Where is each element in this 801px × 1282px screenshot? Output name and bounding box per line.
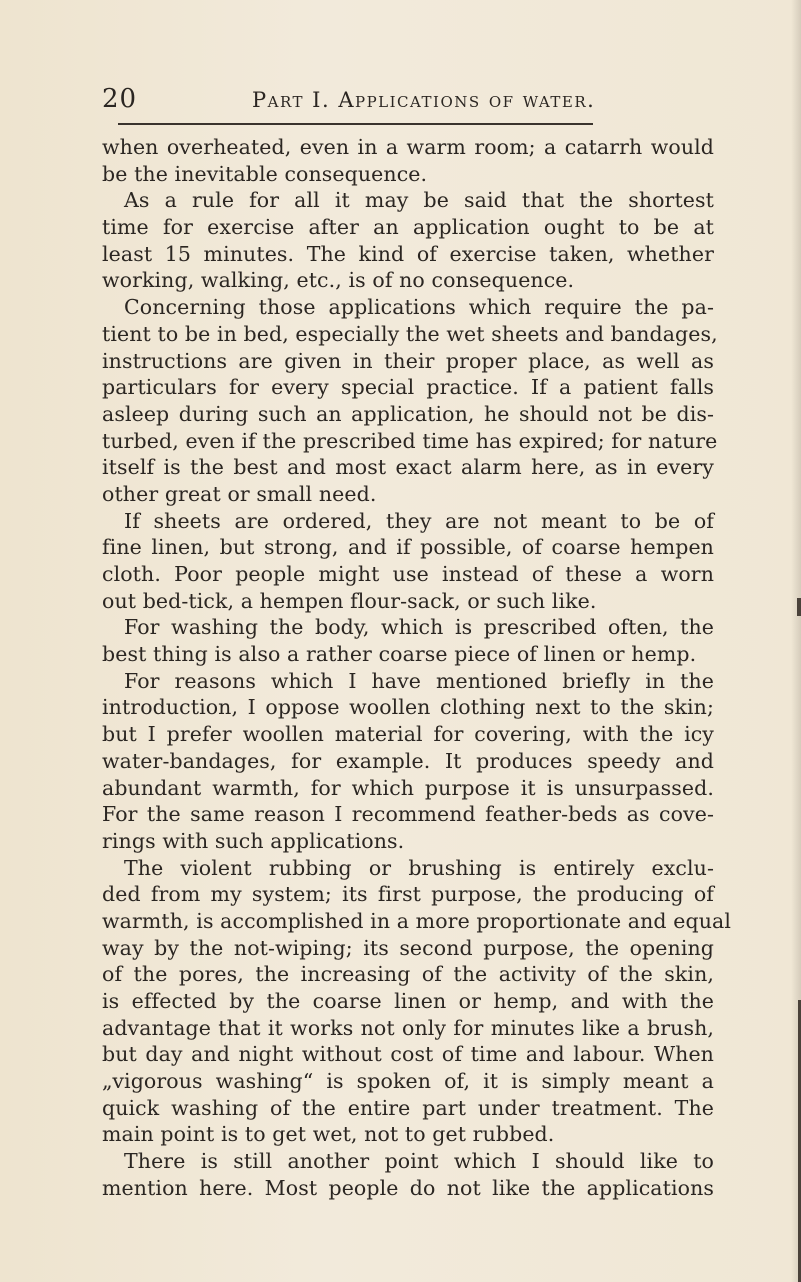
text-line: rings with such applications.: [102, 828, 405, 853]
text-line: working, walking, etc., is of no consequence.: [102, 268, 575, 293]
text-line: introduction, I oppose woollen clothing next to the skin;: [102, 695, 714, 720]
text-line: but I prefer woollen material for covering, with the icy: [102, 722, 714, 747]
text-line: For reasons which I have mentioned briefly in the: [124, 668, 714, 693]
text-line: mention here. Most people do not like the applications: [102, 1175, 714, 1200]
text-line: of the pores, the increasing of the activity of the skin,: [102, 962, 714, 987]
page-edge-mark: [797, 598, 801, 616]
text-line: If sheets are ordered, they are not meant to be of: [124, 508, 714, 533]
text-line: turbed, even if the prescribed time has expired; for nature: [102, 428, 718, 453]
text-line: For washing the body, which is prescribed often, the: [124, 615, 714, 640]
running-head: Part I. Applications of water.: [252, 88, 596, 112]
text-line: when overheated, even in a warm room; a catarrh would: [102, 135, 714, 159]
text-line: advantage that it works not only for minutes like a brush,: [102, 1015, 714, 1040]
text-line: quick washing of the entire part under treatment. The: [102, 1095, 714, 1120]
page-number: 20: [102, 84, 138, 114]
text-line: instructions are given in their proper place, as well as: [102, 348, 714, 373]
text-line: asleep during such an application, he should not be dis-: [102, 401, 714, 426]
text-line: main point is to get wet, not to get rubbed.: [102, 1122, 555, 1147]
text-line: cloth. Poor people might use instead of these a worn: [102, 562, 714, 586]
text-line: As a rule for all it may be said that the shortest: [124, 188, 714, 213]
body-text: [102, 134, 731, 1202]
text-line: ded from my system; its first purpose, the producing of: [102, 882, 714, 907]
text-line: „vigorous washing“ is spoken of, it is simply meant a: [102, 1069, 714, 1094]
text-line: tient to be in bed, especially the wet sheets and bandages,: [102, 321, 718, 346]
text-line: best thing is also a rather coarse piece of linen or hemp.: [102, 642, 697, 667]
text-line: warmth, is accomplished in a more proportionate and equal: [102, 908, 731, 933]
text-line: time for exercise after an application ought to be at: [102, 215, 714, 240]
text-line: water-bandages, for example. It produces speedy and: [102, 748, 714, 773]
text-line: out bed-tick, a hempen flour-sack, or such like.: [102, 588, 597, 613]
text-line: There is still another point which I should like to: [124, 1149, 714, 1174]
text-line: but day and night without cost of time and labour. When: [102, 1042, 714, 1067]
text-line: be the inevitable consequence.: [102, 161, 428, 186]
text-line: other great or small need.: [102, 481, 377, 506]
header-rule: [118, 123, 593, 125]
text-line: fine linen, but strong, and if possible, of coarse hempen: [102, 535, 714, 560]
page-header: [102, 84, 622, 118]
text-line: For the same reason I recommend feather-beds as cove-: [102, 802, 714, 827]
text-line: Concerning those applications which require the pa-: [124, 295, 714, 320]
text-line: itself is the best and most exact alarm here, as in every: [102, 455, 714, 480]
text-line: abundant warmth, for which purpose it is unsurpassed.: [102, 775, 714, 800]
text-line: is effected by the coarse linen or hemp, and with the: [102, 989, 714, 1013]
text-line: least 15 minutes. The kind of exercise taken, whether: [102, 241, 714, 266]
text-line: way by the not-wiping; its second purpose, the opening: [102, 935, 714, 960]
text-line: The violent rubbing or brushing is entirely exclu-: [124, 855, 714, 880]
text-line: particulars for every special practice. If a patient falls: [102, 375, 714, 400]
